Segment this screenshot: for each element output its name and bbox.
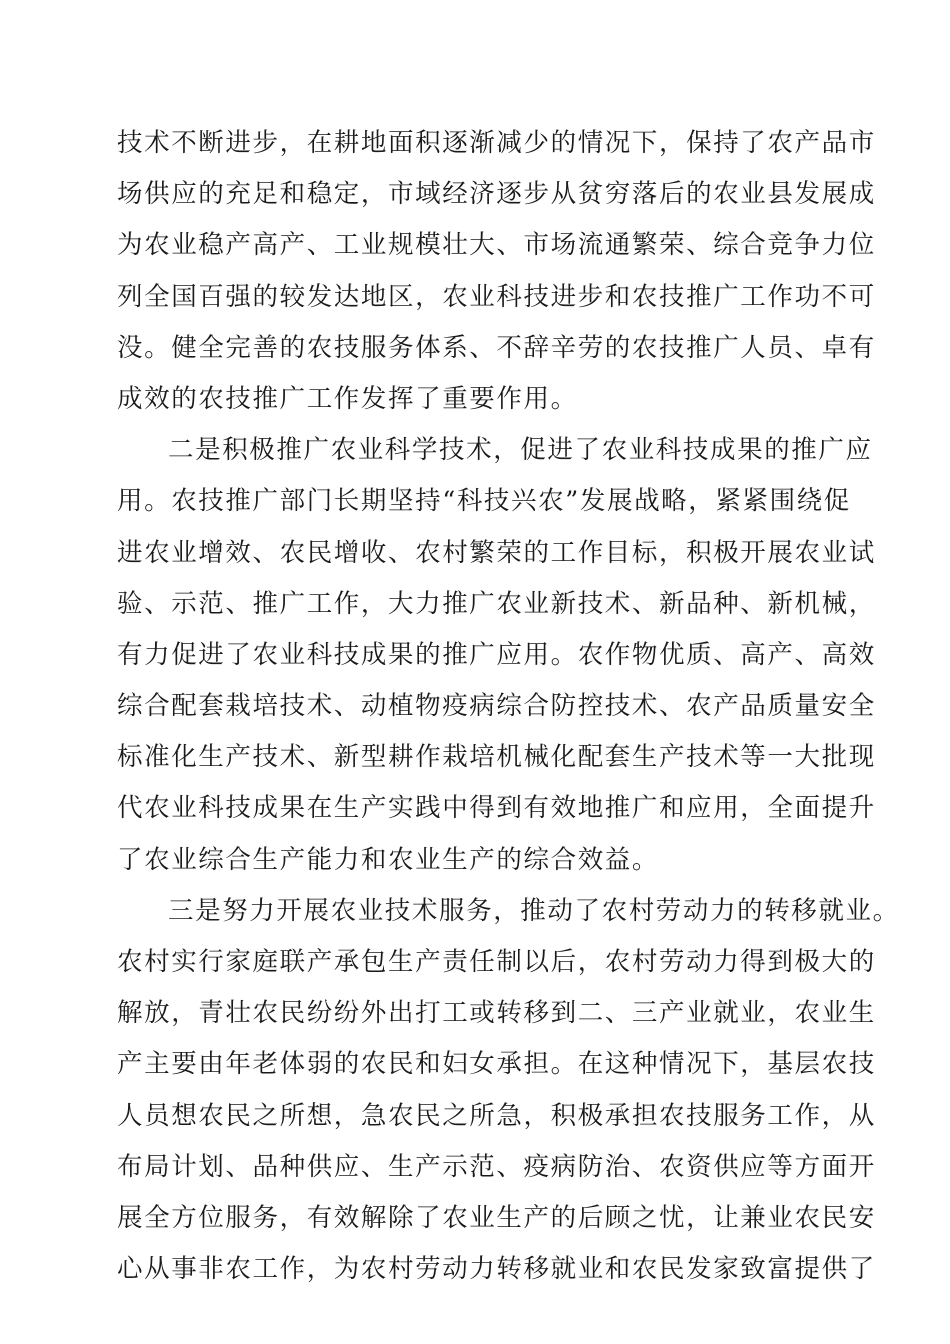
text-line: 综合配套栽培技术、动植物疫病综合防控技术、农产品质量安全 [117,691,876,722]
text-line: 三是努力开展农业技术服务，推动了农村劳动力的转移就业。 [168,895,900,926]
text-line: 农村实行家庭联产承包生产责任制以后，农村劳动力得到极大的 [117,947,876,977]
text-line: 列全国百强的较发达地区，农业科技进步和农技推广工作功不可 [117,281,876,312]
paragraph-2 [117,425,876,886]
text-line: 展全方位服务，有效解除了农业生产的后顾之忧，让兼业农民安 [117,1202,876,1233]
text-line: 技术不断进步，在耕地面积逐渐减少的情况下，保持了农产品市 [117,128,876,158]
text-line: 解放，青壮农民纷纷外出打工或转移到二、三产业就业，农业生 [117,998,876,1029]
text-line: 有力促进了农业科技成果的推广应用。农作物优质、高产、高效 [117,639,876,670]
text-line: 人员想农民之所想，急农民之所急，积极承担农技服务工作，从 [117,1100,876,1131]
text-line: 标准化生产技术、新型耕作栽培机械化配套生产技术等一大批现 [117,742,876,773]
text-line: 验、示范、推广工作，大力推广农业新技术、新品种、新机械， [117,588,876,619]
text-line: 心从事非农工作，为农村劳动力转移就业和农民发家致富提供了 [117,1254,876,1285]
text-line: 了农业综合生产能力和农业生产的综合效益。 [117,844,660,875]
text-line: 没。健全完善的农技服务体系、不辞辛劳的农技推广人员、卓有 [117,332,876,363]
text-line: 用。农技推广部门长期坚持“科技兴农”发展战略，紧紧围绕促 [117,486,851,517]
text-line: 为农业稳产高产、工业规模壮大、市场流通繁荣、综合竞争力位 [117,230,876,261]
document-body [117,118,900,1295]
text-line: 代农业科技成果在生产实践中得到有效地推广和应用，全面提升 [117,793,876,824]
text-line: 进农业增效、农民增收、农村繁荣的工作目标，积极开展农业试 [117,537,876,568]
text-line: 产主要由年老体弱的农民和妇女承担。在这种情况下，基层农技 [117,1049,876,1080]
text-line: 二是积极推广农业科学技术，促进了农业科技成果的推广应 [168,435,873,466]
text-line: 场供应的充足和稳定，市域经济逐步从贫穷落后的农业县发展成 [117,179,876,210]
text-line: 布局计划、品种供应、生产示范、疫病防治、农资供应等方面开 [117,1151,876,1182]
paragraph-1 [117,118,876,425]
paragraph-3 [117,886,900,1296]
text-line: 成效的农技推广工作发挥了重要作用。 [117,383,578,414]
